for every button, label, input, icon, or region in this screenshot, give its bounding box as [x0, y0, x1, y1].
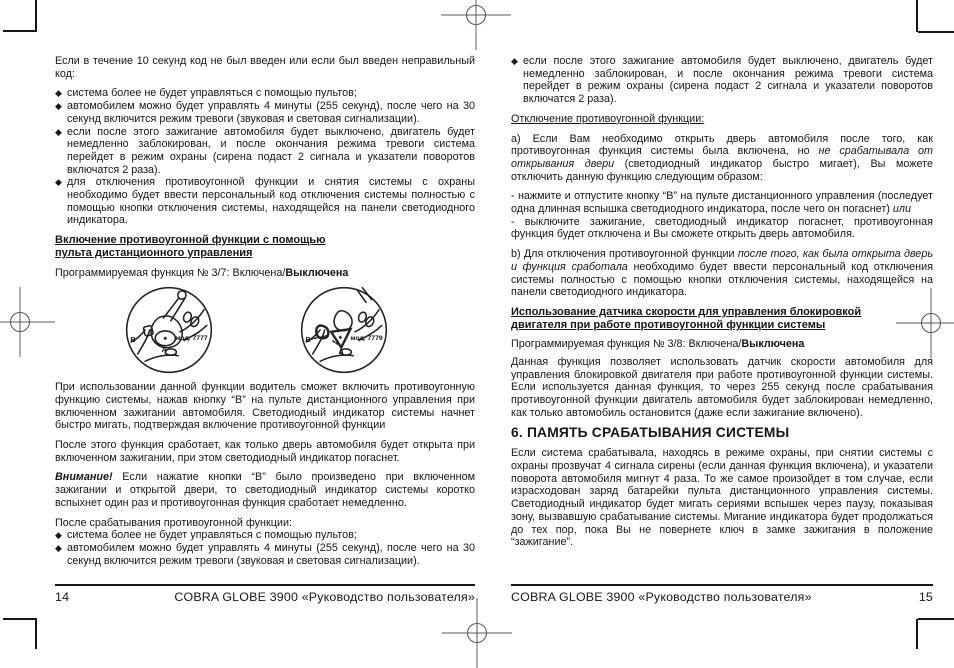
- programmable-function-line: [511, 338, 933, 351]
- trim-mark-top-left-h: [3, 30, 37, 32]
- keyring-icon: [178, 291, 186, 299]
- prog-text: Программируемая функция № 3/8: Включена/: [511, 338, 742, 351]
- paragraph-trigger: После этого функция сработает, как только дверь автомобиля будет открыта при включенном зажигании, при этом светодиодный индикатор погаснет.: [55, 439, 475, 464]
- warning-label: Внимание!: [55, 471, 113, 484]
- bullet-list-after-trigger: [55, 529, 475, 567]
- bullet-item: [55, 542, 475, 567]
- heading-line: двигателя при работе противоугонной функции системы: [511, 318, 826, 331]
- case-a-pre: a) Если Вам необходимо открыть дверь автомобиля после того, как противоугонная функция системы была включена, но: [511, 132, 933, 158]
- subheading-disable-antitheft: Отключение противоугонной функции:: [511, 112, 705, 125]
- dash1-text: - нажмите и отпустите кнопку “В” на пульте дистанционного управления (последует одна длинная вспышка светодиодного индикатора, после чего он погаснет): [511, 190, 933, 216]
- bullet-text: если после этого зажигание автомобиля будет выключено, двигатель будет немедленно заблокирован, и после окончания режима тревоги система перейдет в режим охраны (сирена подаст 2 сигнала и указатели поворотов включатся 2 раза).: [523, 55, 933, 106]
- heading-line: пульта дистанционного управления: [55, 246, 253, 259]
- case-a-italic: не срабатывала от открывания двери: [511, 145, 933, 170]
- trim-mark-top-left-v: [35, 0, 37, 31]
- thumb: [138, 330, 150, 354]
- remote-fob-illustration-7777: [123, 284, 215, 376]
- footer-title: COBRA GLOBE 3900 «Руководство пользователя»: [174, 590, 475, 604]
- bullet-text: система более не будет управляться с помощью пультов;: [67, 529, 357, 542]
- fob-illustrations: [123, 284, 475, 376]
- button-b-label: B: [305, 335, 311, 345]
- registration-mark-left: [0, 287, 55, 357]
- bullet-text: автомобилем можно будет управлять 4 минуты (255 секунд), после чего на 30 секунд включится режим тревоги (звуковая и световая сигнализации).: [67, 100, 475, 125]
- warning-text: Если нажатие кнопки “В” было произведено при включенном зажигании и открытой двери, то светодиодный индикатор системы коротко вспыхнет один раз и противоугонная функция сработает немедленно.: [55, 471, 475, 509]
- bullet-item: [55, 529, 475, 542]
- prog-text: Программируемая функция № 3/7: Включена/: [55, 266, 286, 279]
- prog-state: Выключена: [285, 266, 349, 279]
- heading-line: Использование датчика скорости для управления блокировкой: [511, 305, 862, 318]
- bullet-diamond-icon: ◆: [55, 88, 62, 99]
- heading-line: Включение противоугонной функции с помощью: [55, 234, 326, 247]
- paragraph-memory: Если система срабатывала, находясь в режиме охраны, при снятии системы с охраны прозвучат 4 сигнала сирены (если данная функция включена), и указатели поворота автомобиля мигнут 4 раза. То же самое произойдет в том случае, если израсходован заряд батарейки пульта дистанционного управления системы. Светодиодный индикатор будет мигать сериями вспышек через паузу, показывая зону, вызвавшую срабатывание системы. Мигание индикатора будет продолжаться до тех пор, пока Вы не повернете ключ в замке зажигания в положение “зажигание”.: [511, 447, 933, 549]
- page-right: [511, 55, 933, 556]
- bullet-list-top: [511, 55, 933, 106]
- paragraph-function-use: При использовании данной функции водитель сможет включить противоугонную функцию системы, нажав кнопку “В” на пульте дистанционного управления при включенном зажигании автомобиля. Светодиодный индикатор системы начнет быстро мигать, подтверждая включение противоугонной функции: [55, 381, 475, 432]
- footer-left-page: [55, 584, 475, 604]
- thumb: [313, 330, 325, 354]
- page-left: [55, 55, 475, 574]
- warning-paragraph: [55, 471, 475, 509]
- dash1-italic: или: [892, 203, 911, 216]
- trim-mark-bottom-left-v: [35, 619, 37, 649]
- fob-model-label: мод. 7779: [350, 335, 383, 343]
- bullet-text: если после этого зажигание автомобиля будет выключено, двигатель будет немедленно заблокирован, и после окончания режима тревоги система перейдет в режим охраны (сирена подаст 2 сигнала и указатели поворотов включатся 2 раза).: [67, 125, 475, 176]
- section-heading-memory: 6. ПАМЯТЬ СРАБАТЫВАНИЯ СИСТЕМЫ: [511, 424, 790, 440]
- button-a-label: A: [338, 347, 344, 357]
- bullet-diamond-icon: ◆: [55, 126, 62, 137]
- bullet-item: [55, 126, 475, 177]
- bullet-item: [55, 87, 475, 100]
- bullet-diamond-icon: ◆: [55, 530, 62, 541]
- trim-mark-bottom-right-h: [918, 618, 954, 620]
- case-b-pre: b) Для отключения противоугонной функции: [511, 248, 738, 261]
- case-a-post: (светодиодный индикатор быстро мигает), Вы можете отключить данную функцию следующим образом:: [511, 157, 933, 183]
- paragraph-case-b: [511, 248, 933, 299]
- paragraph-speed-sensor: Данная функция позволяет использовать датчик скорости автомобиля для управления блокировкой двигателя при работе противоугонной функции системы. Если используется данная функция, то через 255 секунд после срабатывания противоугонной функции двигатель автомобиля будет заблокирован немедленно, как только автомобиль остановится (даже если зажигание включено).: [511, 356, 933, 419]
- case-b-italic: после того, как была открыта дверь и функция сработала: [511, 248, 933, 273]
- paragraph-after-trigger: После срабатывания противоугонной функции:: [55, 516, 292, 529]
- button-a-label: A: [161, 345, 167, 355]
- registration-mark-top: [441, 0, 511, 50]
- heading-enable-antitheft-remote: [55, 234, 475, 259]
- fob-model-label: мод. 7777: [175, 335, 208, 343]
- trim-mark-top-right-h: [918, 31, 954, 33]
- dash-step-ignition-off: - выключите зажигание, светодиодный индикатор погаснет, противоугонная функция будет отключена и Вы сможете открыть дверь автомобиля.: [511, 215, 933, 241]
- bullet-diamond-icon: ◆: [55, 542, 62, 553]
- programmable-function-line: [55, 267, 475, 280]
- fob-body: [334, 311, 352, 331]
- footer-right-page: [511, 584, 933, 604]
- bullet-text: система более не будет управляться с помощью пультов;: [67, 87, 357, 100]
- trim-mark-top-right-v: [916, 0, 918, 32]
- trim-mark-bottom-right-v: [916, 619, 918, 649]
- bullet-item: [55, 176, 475, 227]
- trim-mark-bottom-left-h: [3, 618, 37, 620]
- bullet-diamond-icon: ◆: [511, 56, 518, 66]
- bullet-text: автомобилем можно будет управлять 4 минуты (255 секунд), после чего на 30 секунд включится режим тревоги (звуковая и световая сигнализации).: [67, 541, 475, 567]
- paragraph-case-a: [511, 133, 933, 184]
- bullet-diamond-icon: ◆: [55, 177, 62, 188]
- prog-state: Выключена: [741, 338, 805, 351]
- bullet-item: [511, 55, 933, 106]
- button-b-label: B: [130, 335, 136, 345]
- bullet-diamond-icon: ◆: [55, 101, 62, 112]
- dash-step-press-b: [511, 190, 933, 215]
- heading-speed-sensor: [511, 306, 933, 331]
- bullet-item: [55, 100, 475, 125]
- footer-title: COBRA GLOBE 3900 «Руководство пользователя»: [511, 590, 812, 604]
- bullet-text: для отключения противоугонной функции и снятия системы с охраны необходимо будет ввести персональный код отключения системы полностью с помощью кнопки отключения системы, находящейся на панели светодиодного индикатора.: [67, 176, 475, 227]
- page-number: 15: [918, 590, 933, 604]
- registration-mark-bottom: [442, 598, 512, 668]
- intro-paragraph: Если в течение 10 секунд код не был введен или если был введен неправильный код:: [55, 55, 475, 80]
- bullet-list-code-timeout: [55, 87, 475, 227]
- page-number: 14: [55, 590, 70, 604]
- remote-fob-illustration-7779: [298, 284, 390, 376]
- case-b-post: необходимо будет ввести персональный код отключения системы полностью с помощью кнопки отключения системы, находящейся на панели светодиодного индикатора.: [511, 260, 933, 299]
